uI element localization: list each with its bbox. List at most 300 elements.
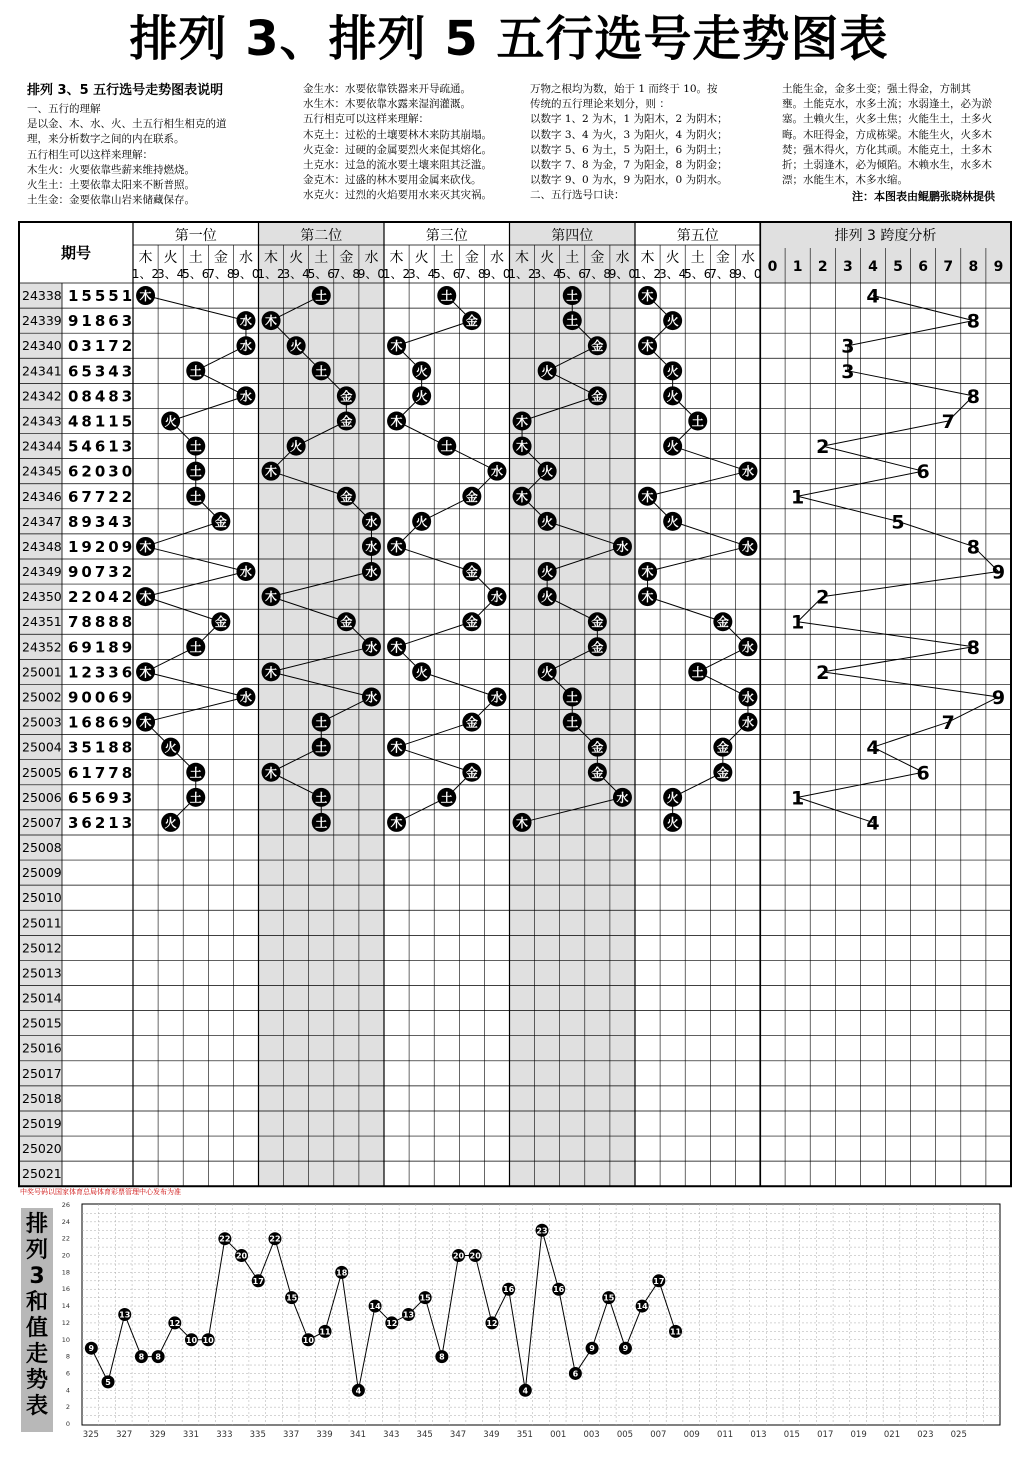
element-marker-label: 水 xyxy=(365,690,378,705)
issue-number: 24342 xyxy=(22,388,62,404)
element-marker-label: 水 xyxy=(239,389,252,404)
x-tick-label: 015 xyxy=(783,1430,800,1440)
sum-point-label: 10 xyxy=(185,1335,198,1345)
element-marker-label: 水 xyxy=(365,640,378,655)
draw-number: 65343 xyxy=(68,362,136,381)
sum-point-label: 8 xyxy=(138,1352,145,1362)
note-line: 壅。土能克水，水多土流；水弱逢土，必为淤 xyxy=(782,98,992,111)
sum-point-label: 5 xyxy=(105,1377,111,1387)
x-tick-label: 337 xyxy=(283,1430,300,1440)
span-value: 8 xyxy=(966,385,980,408)
span-digit-header: 0 xyxy=(767,259,778,275)
sum-chart-title-char: 排 xyxy=(25,1212,48,1237)
sum-chart-title-char: 列 xyxy=(25,1238,48,1263)
element-header: 火 xyxy=(665,250,680,266)
note-line: 万物之根均为数，始于 1 而终于 10。按 xyxy=(530,83,718,95)
issue-header: 期号 xyxy=(60,244,92,262)
element-digits-header: 5、6 xyxy=(433,267,461,281)
element-marker-label: 木 xyxy=(265,665,278,680)
sum-point-label: 8 xyxy=(155,1352,161,1362)
sum-point-label: 20 xyxy=(235,1251,248,1261)
element-marker-label: 水 xyxy=(490,590,503,605)
note-line: 以数字 7、8 为金，7 为阳金，8 为阴金； xyxy=(530,159,728,172)
issue-number: 25019 xyxy=(22,1116,62,1132)
issue-number: 24344 xyxy=(22,438,62,454)
issue-number: 25010 xyxy=(22,890,62,906)
element-marker-label: 金 xyxy=(465,489,478,504)
span-value: 3 xyxy=(841,335,855,358)
element-digits-header: 3、4 xyxy=(282,267,310,281)
element-marker-label: 火 xyxy=(541,514,554,529)
element-marker-label: 金 xyxy=(465,765,478,780)
element-digits-header: 5、6 xyxy=(182,267,210,281)
element-marker-label: 水 xyxy=(365,565,378,580)
span-value: 9 xyxy=(991,686,1006,709)
element-digits-header: 7、8 xyxy=(583,267,611,281)
draw-number: 69189 xyxy=(68,638,136,657)
issue-number: 25002 xyxy=(22,689,62,705)
issue-number: 25008 xyxy=(22,840,62,856)
y-tick-label: 22 xyxy=(61,1234,70,1243)
issue-number: 25001 xyxy=(22,664,62,680)
span-digit-header: 5 xyxy=(893,259,903,275)
draw-number: 54613 xyxy=(68,437,136,456)
x-tick-label: 347 xyxy=(449,1430,467,1440)
element-header: 土 xyxy=(314,250,329,266)
element-marker-label: 火 xyxy=(666,439,679,454)
span-value: 3 xyxy=(841,360,855,383)
issue-number: 24347 xyxy=(22,513,62,529)
note-line: 晦。木旺得金，方成栋梁。木能生火，火多木 xyxy=(782,128,992,141)
y-tick-label: 14 xyxy=(61,1302,70,1311)
span-digit-header: 2 xyxy=(817,259,828,275)
element-marker-label: 木 xyxy=(265,765,278,780)
sum-point-label: 11 xyxy=(319,1327,331,1337)
element-header: 木 xyxy=(515,250,530,266)
element-marker-label: 火 xyxy=(666,389,679,404)
element-marker-label: 火 xyxy=(541,665,554,680)
element-marker-label: 金 xyxy=(716,740,729,755)
element-header: 金 xyxy=(590,250,605,266)
element-marker-label: 火 xyxy=(666,314,679,329)
note-line: 金生水：水要依靠铁器来开导疏通。 xyxy=(303,83,471,95)
element-marker-label: 水 xyxy=(741,715,754,730)
element-marker-label: 木 xyxy=(139,590,152,605)
element-digits-header: 1、2 xyxy=(382,267,411,281)
element-marker-label: 水 xyxy=(365,539,378,554)
element-marker-label: 金 xyxy=(591,389,604,404)
issue-number: 25021 xyxy=(22,1166,62,1182)
span-value: 5 xyxy=(891,511,905,534)
element-marker-label: 木 xyxy=(390,414,403,429)
element-marker-label: 水 xyxy=(741,640,754,655)
x-tick-label: 349 xyxy=(483,1430,500,1440)
element-marker-label: 木 xyxy=(265,464,278,479)
element-marker-label: 木 xyxy=(139,715,152,730)
element-digits-header: 5、6 xyxy=(684,267,712,281)
note-line: 以数字 5、6 为土，5 为阳土，6 为阴土； xyxy=(530,143,728,156)
element-marker-label: 木 xyxy=(516,414,529,429)
element-marker-label: 火 xyxy=(541,590,554,605)
note-line: 五行相生可以这样来理解： xyxy=(27,148,153,161)
issue-number: 25015 xyxy=(22,1015,62,1031)
element-marker-label: 土 xyxy=(189,464,202,479)
element-marker-label: 水 xyxy=(239,565,252,580)
element-marker-label: 土 xyxy=(691,414,704,429)
span-header: 排列 3 跨度分析 xyxy=(834,228,937,244)
sum-chart-title-char: 表 xyxy=(25,1394,48,1419)
span-digit-header: 1 xyxy=(792,259,803,275)
element-marker-label: 木 xyxy=(390,740,403,755)
element-marker-label: 水 xyxy=(741,464,754,479)
element-marker-label: 土 xyxy=(566,715,579,730)
element-header: 水 xyxy=(238,250,253,266)
note-line: 是以金、木、水、火、土五行相生相克的道 xyxy=(27,118,227,131)
note-line: 土克水：过急的流水要土壤来阻其泛滥。 xyxy=(303,159,492,172)
x-tick-label: 019 xyxy=(850,1430,867,1440)
note-line: 土生金：金要依靠山岩来储藏保存。 xyxy=(27,194,195,207)
element-marker-label: 火 xyxy=(666,815,679,830)
element-marker-label: 土 xyxy=(566,289,579,304)
element-digits-header: 9、0 xyxy=(357,267,386,281)
x-tick-label: 331 xyxy=(182,1430,200,1440)
element-header: 水 xyxy=(615,250,630,266)
element-marker-label: 水 xyxy=(239,339,252,354)
element-marker-label: 火 xyxy=(164,815,177,830)
y-tick-label: 26 xyxy=(61,1201,70,1209)
issue-number: 24349 xyxy=(22,564,62,580)
x-tick-label: 329 xyxy=(149,1430,166,1440)
note-line: 火生土：土要依靠太阳来不断普照。 xyxy=(27,179,195,192)
y-tick-label: 2 xyxy=(65,1403,70,1412)
element-marker-label: 木 xyxy=(390,539,403,554)
issue-number: 25013 xyxy=(22,965,62,981)
span-value: 7 xyxy=(941,410,955,433)
element-marker-label: 火 xyxy=(164,414,177,429)
sum-point-label: 23 xyxy=(536,1226,548,1236)
element-marker-label: 土 xyxy=(315,815,328,830)
note-line: 传统的五行理论来划分，则 ： xyxy=(530,98,670,111)
y-tick-label: 6 xyxy=(65,1369,70,1378)
draw-number: 22042 xyxy=(68,588,136,607)
issue-number: 24340 xyxy=(22,338,62,354)
sum-point-label: 17 xyxy=(653,1276,665,1286)
issue-number: 25017 xyxy=(22,1065,62,1081)
note-line: 塞。土赖火生，火多土焦；火能生土，土多火 xyxy=(782,113,992,126)
element-marker-label: 土 xyxy=(440,790,453,805)
element-marker-label: 水 xyxy=(616,790,629,805)
y-tick-label: 8 xyxy=(65,1352,70,1361)
element-marker-label: 金 xyxy=(340,615,353,630)
sum-point-label: 15 xyxy=(419,1293,431,1303)
element-marker-label: 木 xyxy=(516,815,529,830)
element-digits-header: 9、0 xyxy=(483,267,511,281)
draw-number: 12336 xyxy=(68,663,136,682)
issue-number: 24346 xyxy=(22,488,62,504)
element-marker-label: 金 xyxy=(214,514,227,529)
element-digits-header: 7、8 xyxy=(458,267,486,281)
element-marker-label: 土 xyxy=(440,439,453,454)
issue-number: 24343 xyxy=(22,413,62,429)
issue-number: 25004 xyxy=(22,739,62,755)
element-marker-label: 木 xyxy=(390,339,403,354)
element-marker-label: 火 xyxy=(290,439,303,454)
sum-point-label: 16 xyxy=(553,1285,565,1295)
x-tick-label: 011 xyxy=(716,1430,734,1440)
draw-number: 91863 xyxy=(68,312,136,331)
issue-number: 24338 xyxy=(22,288,62,304)
note-line: 折；土弱逢木，必为倾陷。木赖水生，水多木 xyxy=(782,159,992,172)
x-tick-label: 021 xyxy=(883,1430,901,1440)
element-digits-header: 9、0 xyxy=(734,267,762,281)
element-header: 木 xyxy=(389,250,404,266)
element-digits-header: 3、4 xyxy=(533,267,561,281)
element-marker-label: 土 xyxy=(315,364,328,379)
element-marker-label: 金 xyxy=(591,765,604,780)
element-marker-label: 水 xyxy=(490,464,503,479)
element-marker-label: 金 xyxy=(591,339,604,354)
element-marker-label: 木 xyxy=(516,439,529,454)
span-value: 8 xyxy=(966,636,980,659)
element-marker-label: 水 xyxy=(741,539,754,554)
sum-point-label: 14 xyxy=(369,1302,381,1312)
sum-point-label: 17 xyxy=(252,1276,264,1286)
span-value: 4 xyxy=(866,285,880,308)
element-marker-label: 水 xyxy=(741,690,754,705)
element-marker-label: 火 xyxy=(666,790,679,805)
element-marker-label: 水 xyxy=(616,539,629,554)
element-marker-label: 水 xyxy=(239,690,252,705)
element-marker-label: 木 xyxy=(265,314,278,329)
element-header: 火 xyxy=(540,250,555,266)
sum-point-label: 9 xyxy=(88,1344,95,1354)
draw-number: 35188 xyxy=(68,738,136,757)
position-header: 第三位 xyxy=(425,228,468,244)
note-line: 以数字 3、4 为火，3 为阳火，4 为阴火； xyxy=(530,128,728,141)
draw-number: 19209 xyxy=(68,537,136,556)
sum-point-label: 8 xyxy=(439,1352,445,1362)
sum-point-label: 9 xyxy=(589,1344,595,1354)
issue-number: 24339 xyxy=(22,313,62,329)
element-marker-label: 土 xyxy=(189,364,202,379)
note-line: 土能生金，金多土变；强土得金，方制其 xyxy=(782,83,971,95)
footer-disclaimer: 中奖号码以国家体育总局体育彩票管理中心发布为准 xyxy=(20,1188,181,1196)
issue-number: 25014 xyxy=(22,990,62,1006)
span-value: 2 xyxy=(816,436,830,459)
sum-point-label: 12 xyxy=(486,1318,498,1328)
issue-number: 24345 xyxy=(22,463,62,479)
sum-chart-title-char: 3 xyxy=(29,1264,45,1289)
element-marker-label: 金 xyxy=(591,740,604,755)
x-tick-label: 343 xyxy=(383,1430,400,1440)
sum-point-label: 10 xyxy=(302,1335,314,1345)
y-tick-label: 12 xyxy=(61,1318,70,1327)
draw-number: 89343 xyxy=(68,512,136,531)
draw-number: 15551 xyxy=(68,287,136,306)
element-header: 水 xyxy=(740,250,755,266)
element-marker-label: 金 xyxy=(465,615,478,630)
element-marker-label: 火 xyxy=(415,389,428,404)
span-digit-header: 9 xyxy=(993,259,1004,275)
element-digits-header: 1、2 xyxy=(633,267,662,281)
element-marker-label: 土 xyxy=(315,289,328,304)
element-digits-header: 3、4 xyxy=(659,267,687,281)
sum-chart-title-char: 走 xyxy=(25,1342,48,1367)
element-digits-header: 3、4 xyxy=(408,267,436,281)
x-tick-label: 009 xyxy=(683,1430,700,1440)
span-digit-header: 7 xyxy=(943,259,954,275)
element-header: 火 xyxy=(289,250,304,266)
note-line: 一、五行的理解 xyxy=(27,103,101,115)
sum-point-label: 13 xyxy=(402,1310,415,1320)
issue-number: 25018 xyxy=(22,1090,62,1106)
element-marker-label: 木 xyxy=(390,815,403,830)
note-line: 以数字 9、0 为水，9 为阳水，0 为阴水。 xyxy=(530,174,728,187)
element-header: 火 xyxy=(163,250,178,266)
element-marker-label: 木 xyxy=(641,565,654,580)
note-line: 火克金：过硬的金属要烈火来促其熔化。 xyxy=(303,143,492,156)
span-value: 6 xyxy=(916,461,930,484)
draw-number: 90732 xyxy=(68,563,136,582)
note-line: 金克木：过盛的林木要用金属来砍伐。 xyxy=(303,174,482,187)
element-marker-label: 土 xyxy=(189,790,202,805)
y-tick-label: 0 xyxy=(65,1420,70,1428)
sum-point-label: 12 xyxy=(169,1318,181,1328)
span-value: 4 xyxy=(866,737,880,760)
note-line: 水克火：过烈的火焰要用水来灭其灾祸。 xyxy=(303,189,492,202)
x-tick-label: 335 xyxy=(249,1430,266,1440)
element-marker-label: 木 xyxy=(516,489,529,504)
sum-point-label: 15 xyxy=(286,1293,298,1303)
element-marker-label: 土 xyxy=(189,765,202,780)
element-marker-label: 火 xyxy=(290,339,303,354)
element-marker-label: 木 xyxy=(139,665,152,680)
draw-number: 65693 xyxy=(68,788,136,807)
x-tick-label: 013 xyxy=(750,1430,767,1440)
element-marker-label: 土 xyxy=(189,640,202,655)
draw-number: 48115 xyxy=(68,412,136,431)
note-line: 漂；水能生木，木多水缩。 xyxy=(782,174,908,187)
element-header: 土 xyxy=(188,250,203,266)
page-title: 排列 3、排列 5 五行选号走势图表 xyxy=(129,11,889,67)
x-tick-label: 327 xyxy=(116,1430,133,1440)
element-marker-label: 火 xyxy=(666,514,679,529)
span-digit-header: 3 xyxy=(842,259,853,275)
element-marker-label: 火 xyxy=(666,364,679,379)
draw-number: 08483 xyxy=(68,387,136,406)
issue-number: 25006 xyxy=(22,789,62,805)
issue-number: 24352 xyxy=(22,639,62,655)
sum-chart-title-char: 势 xyxy=(25,1368,48,1393)
x-tick-label: 005 xyxy=(616,1430,634,1440)
element-header: 木 xyxy=(640,250,655,266)
span-value: 8 xyxy=(966,536,980,559)
draw-number: 03172 xyxy=(68,337,136,356)
note-line: 以数字 1、2 为木，1 为阳木，2 为阴木； xyxy=(530,113,728,126)
element-header: 水 xyxy=(364,250,379,266)
position-header: 第一位 xyxy=(174,228,217,244)
element-marker-label: 土 xyxy=(691,665,704,680)
issue-number: 24348 xyxy=(22,538,62,554)
element-marker-label: 火 xyxy=(415,364,428,379)
element-marker-label: 土 xyxy=(440,289,453,304)
element-marker-label: 金 xyxy=(465,314,478,329)
element-header: 金 xyxy=(213,250,228,266)
sum-point-label: 18 xyxy=(336,1268,348,1278)
element-digits-header: 1、2 xyxy=(508,267,536,281)
span-value: 2 xyxy=(816,586,830,609)
note-line: 二、五行选号口诀： xyxy=(530,189,625,202)
y-tick-label: 4 xyxy=(65,1386,70,1395)
element-header: 木 xyxy=(264,250,279,266)
x-tick-label: 345 xyxy=(416,1430,433,1440)
element-marker-label: 金 xyxy=(340,389,353,404)
sum-point-label: 22 xyxy=(269,1234,281,1244)
span-digit-header: 4 xyxy=(868,259,878,275)
element-marker-label: 土 xyxy=(566,690,579,705)
sum-point-label: 6 xyxy=(572,1369,579,1379)
element-header: 木 xyxy=(138,250,153,266)
note-line: 水生木：木要依靠水露来湿润灌溉。 xyxy=(303,98,471,111)
draw-number: 62030 xyxy=(68,462,136,481)
element-digits-header: 7、8 xyxy=(207,267,235,281)
issue-number: 25011 xyxy=(22,915,62,931)
element-marker-label: 金 xyxy=(716,765,729,780)
element-header: 土 xyxy=(439,250,454,266)
element-digits-header: 7、8 xyxy=(332,267,360,281)
sum-point-label: 12 xyxy=(386,1318,398,1328)
sum-point-label: 16 xyxy=(503,1285,515,1295)
element-header: 金 xyxy=(464,250,479,266)
span-value: 4 xyxy=(866,812,880,835)
x-tick-label: 341 xyxy=(349,1430,367,1440)
element-marker-label: 火 xyxy=(415,665,428,680)
span-value: 7 xyxy=(941,712,955,735)
element-digits-header: 5、6 xyxy=(558,267,586,281)
sum-point-label: 15 xyxy=(603,1293,615,1303)
element-marker-label: 金 xyxy=(465,565,478,580)
draw-number: 90069 xyxy=(68,688,136,707)
sum-point-label: 20 xyxy=(452,1251,465,1261)
y-tick-label: 18 xyxy=(61,1268,70,1277)
element-marker-label: 土 xyxy=(189,489,202,504)
x-tick-label: 017 xyxy=(817,1430,834,1440)
element-marker-label: 木 xyxy=(139,289,152,304)
element-header: 火 xyxy=(414,250,429,266)
issue-number: 25020 xyxy=(22,1141,62,1157)
x-tick-label: 007 xyxy=(650,1430,667,1440)
element-marker-label: 火 xyxy=(541,565,554,580)
element-marker-label: 木 xyxy=(641,489,654,504)
span-value: 1 xyxy=(791,787,805,810)
draw-number: 67722 xyxy=(68,487,136,506)
draw-number: 61778 xyxy=(68,763,136,782)
element-marker-label: 木 xyxy=(641,590,654,605)
issue-number: 25003 xyxy=(22,714,62,730)
x-tick-label: 023 xyxy=(917,1430,934,1440)
credit-note: 注：本图表由鲲鹏张晓林提供 xyxy=(852,190,995,203)
sum-chart-title-char: 值 xyxy=(25,1316,48,1341)
element-digits-header: 1、2 xyxy=(131,267,160,281)
element-digits-header: 5、6 xyxy=(307,267,335,281)
issue-number: 25012 xyxy=(22,940,62,956)
sum-chart-title-char: 和 xyxy=(25,1290,48,1315)
y-tick-label: 20 xyxy=(61,1251,70,1260)
element-digits-header: 7、8 xyxy=(709,267,737,281)
issue-number: 25005 xyxy=(22,764,62,780)
issue-number: 25007 xyxy=(22,814,62,830)
position-header: 第四位 xyxy=(551,228,594,244)
